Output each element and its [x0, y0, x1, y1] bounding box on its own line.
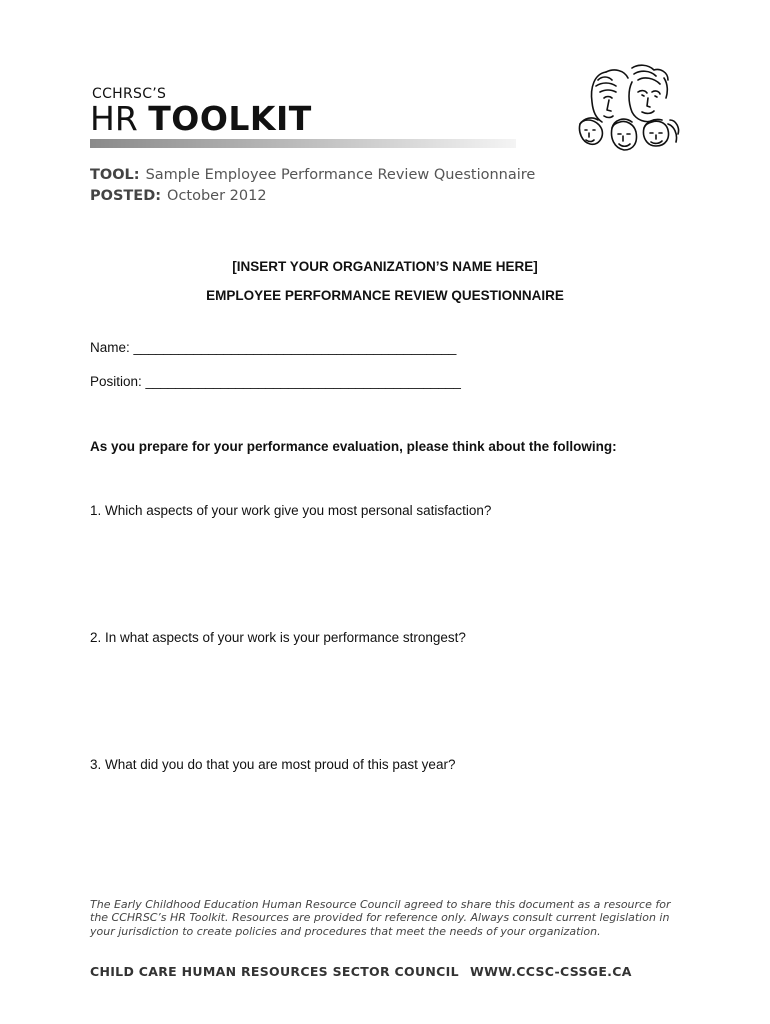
- tool-line: [90, 167, 535, 183]
- footer-website-link[interactable]: WWW.CCSC-CSSGE.CA: [470, 964, 632, 979]
- position-field: Position: __________________________________________: [90, 374, 461, 389]
- footer-council-name: CHILD CARE HUMAN RESOURCES SECTOR COUNCIL: [90, 964, 459, 979]
- name-field: Name: ___________________________________________: [90, 340, 457, 355]
- brand-divider: [90, 139, 516, 148]
- brand-title-hr: HR: [90, 99, 138, 138]
- brand-small-text: CCHRSC’S: [92, 86, 167, 102]
- organization-name-placeholder: [INSERT YOUR ORGANIZATION’S NAME HERE]: [232, 259, 538, 274]
- question-3: 3. What did you do that you are most proud of this past year?: [90, 757, 456, 772]
- question-2: 2. In what aspects of your work is your performance strongest?: [90, 630, 466, 645]
- posted-label: POSTED:: [90, 188, 162, 204]
- tool-label: TOOL:: [90, 167, 140, 183]
- question-1: 1. Which aspects of your work give you most personal satisfaction?: [90, 503, 492, 518]
- posted-line: [90, 188, 267, 204]
- disclaimer-text: The Early Childhood Education Human Resource Council agreed to share this document as a resource for the CCHRSC’s HR Toolkit. Resources are provided for reference only. Always consult current legislation in your jurisdiction to create policies and procedures that meet the needs of your organization.: [90, 898, 671, 938]
- tool-value: Sample Employee Performance Review Questionnaire: [145, 167, 536, 183]
- faces-illustration-icon: [576, 62, 680, 152]
- brand-title: [90, 100, 312, 138]
- form-title: EMPLOYEE PERFORMANCE REVIEW QUESTIONNAIRE: [206, 288, 564, 303]
- posted-value: October 2012: [167, 188, 267, 204]
- instructions-text: As you prepare for your performance evaluation, please think about the following:: [90, 439, 617, 454]
- brand-title-toolkit: TOOLKIT: [148, 99, 312, 138]
